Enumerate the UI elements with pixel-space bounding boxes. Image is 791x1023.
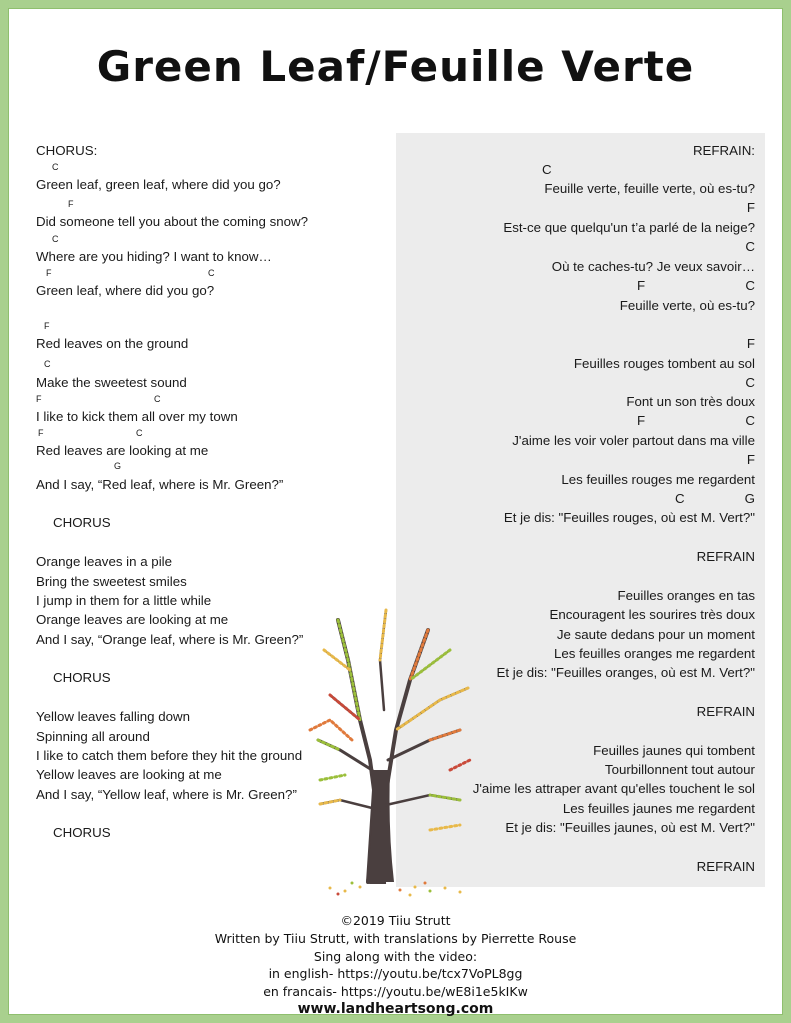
lyric-line: Did someone tell you about the coming snow? <box>36 214 309 229</box>
lyric-line: And I say, “Red leaf, where is Mr. Green?” <box>36 477 284 492</box>
lyric-line: Orange leaves are looking at me <box>36 612 229 627</box>
chord: C <box>745 239 755 254</box>
lyric-line: I like to kick them all over my town <box>36 409 238 424</box>
tree-trunk <box>318 610 468 882</box>
lyric-line: J'aime les attraper avant qu'elles touchent le sol <box>472 781 755 796</box>
page-title: Green Leaf/Feuille Verte <box>96 42 695 91</box>
lyric-line: Et je dis: "Feuilles oranges, où est M. Vert?" <box>496 665 755 680</box>
fallen-leaves <box>329 882 462 897</box>
chord: C <box>44 359 51 369</box>
lyric-line: Feuilles oranges en tas <box>617 588 755 603</box>
chord: C <box>675 491 685 506</box>
lyric-line: Feuilles jaunes qui tombent <box>593 743 755 758</box>
lyric-line: Bring the sweetest smiles <box>36 574 187 589</box>
lyric-line: Yellow leaves falling down <box>36 709 190 724</box>
copyright: ©2019 Tiiu Strutt <box>340 913 451 928</box>
lyric-line: Feuille verte, feuille verte, où es-tu? <box>544 181 755 196</box>
lyric-line: And I say, “Orange leaf, where is Mr. Green?” <box>36 632 304 647</box>
refrain-reference: REFRAIN <box>696 549 755 564</box>
lyric-line: Feuille verte, où es-tu? <box>619 298 755 313</box>
chord: F <box>36 394 42 404</box>
lyric-line: Les feuilles oranges me regardent <box>553 646 755 661</box>
lyric-line: Tourbillonnent tout autour <box>604 762 755 777</box>
lyric-line: Les feuilles jaunes me regardent <box>562 801 755 816</box>
refrain-reference: REFRAIN <box>696 704 755 719</box>
lyric-line: Orange leaves in a pile <box>36 554 173 569</box>
lyric-line: And I say, “Yellow leaf, where is Mr. Green?” <box>36 787 297 802</box>
chord: F <box>746 452 755 467</box>
lyric-line: Feuilles rouges tombent au sol <box>573 356 755 371</box>
chord: C <box>745 413 755 428</box>
chord: F <box>46 268 52 278</box>
chord: G <box>114 461 122 471</box>
chord: F <box>746 200 755 215</box>
french-video-link[interactable]: en francais- https://youtu.be/wE8i1e5kIKw <box>263 984 528 999</box>
chord: C <box>52 162 59 172</box>
lyric-line: Where are you hiding? I want to know… <box>36 249 272 264</box>
lyric-line: Où te caches-tu? Je veux savoir… <box>551 259 755 274</box>
sing-along-note: Sing along with the video: <box>313 949 478 964</box>
lyric-line: Green leaf, where did you go? <box>36 283 215 298</box>
chord: C <box>52 234 59 244</box>
chord: F <box>637 413 646 428</box>
refrain-reference: REFRAIN <box>696 859 755 874</box>
chord: C <box>745 278 755 293</box>
chord: F <box>68 199 74 209</box>
lyric-line: Je saute dedans pour un moment <box>556 627 755 642</box>
lyric-line: Font un son très doux <box>626 394 755 409</box>
chord: C <box>154 394 161 404</box>
lyric-line: Yellow leaves are looking at me <box>36 767 222 782</box>
lyric-line: Les feuilles rouges me regardent <box>561 472 755 487</box>
chorus-reference: CHORUS <box>53 670 111 685</box>
chorus-reference: CHORUS <box>53 825 111 840</box>
website-link[interactable]: www.landheartsong.com <box>297 1001 494 1017</box>
lyric-line: Red leaves are looking at me <box>36 443 209 458</box>
chord: C <box>745 375 755 390</box>
lyric-line: Encouragent les sourires très doux <box>549 607 755 622</box>
chord: F <box>637 278 646 293</box>
credits: Written by Tiiu Strutt, with translations by Pierrette Rouse <box>214 931 577 946</box>
chord: F <box>44 321 50 331</box>
chord: G <box>744 491 755 506</box>
lyric-line: Make the sweetest sound <box>36 375 187 390</box>
chord: F <box>746 336 755 351</box>
chord: C <box>542 162 552 177</box>
chorus-reference: CHORUS <box>53 515 111 530</box>
lyric-line: J'aime les voir voler partout dans ma ville <box>512 433 755 448</box>
autumn-tree-icon <box>300 590 490 900</box>
english-video-link[interactable]: in english- https://youtu.be/tcx7VoPL8gg <box>268 966 523 981</box>
lyric-line: I like to catch them before they hit the ground <box>36 748 303 763</box>
lyric-line: Et je dis: "Feuilles rouges, où est M. Vert?" <box>503 510 755 525</box>
lyric-line: Spinning all around <box>36 729 150 744</box>
chord: F <box>38 428 44 438</box>
leaf-cluster <box>310 610 470 830</box>
lyric-line: Red leaves on the ground <box>36 336 189 351</box>
chorus-label: CHORUS: <box>36 143 98 158</box>
lyric-line: Green leaf, green leaf, where did you go? <box>36 177 281 192</box>
refrain-label: REFRAIN: <box>692 143 755 158</box>
lyric-line: Est-ce que quelqu'un t’a parlé de la neige? <box>503 220 755 235</box>
lyric-line: Et je dis: "Feuilles jaunes, où est M. Vert?" <box>505 820 755 835</box>
chord: C <box>208 268 215 278</box>
lyric-line: I jump in them for a little while <box>36 593 212 608</box>
chord: C <box>136 428 143 438</box>
